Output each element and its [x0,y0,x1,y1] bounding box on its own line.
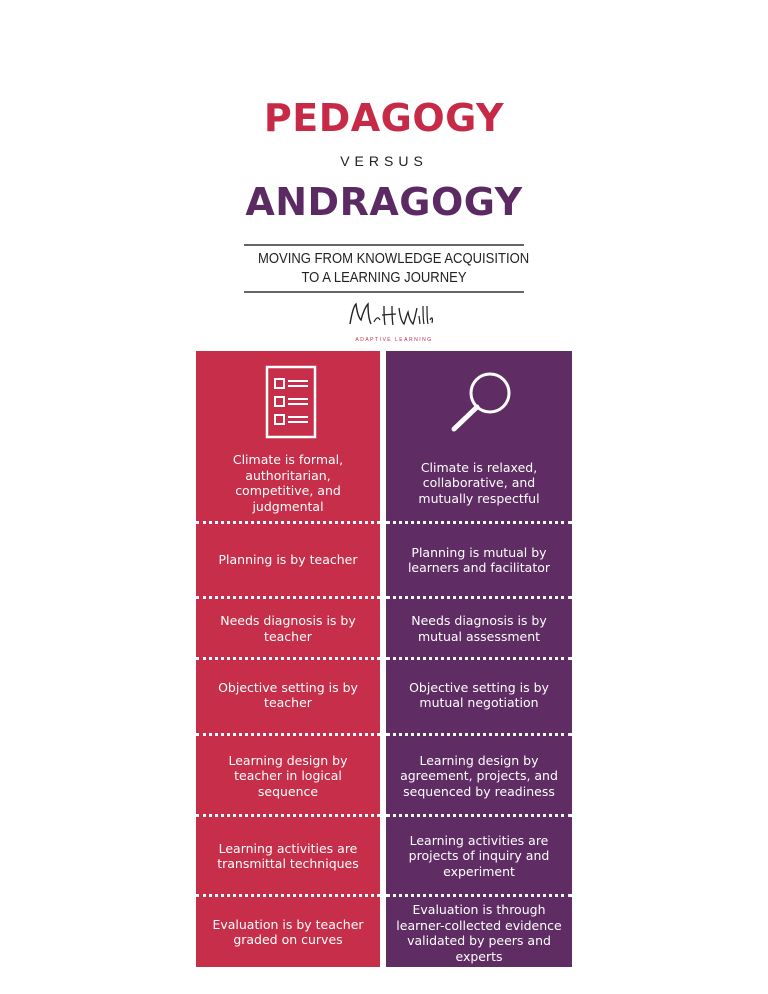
andragogy-learning-design: Learning design by agreement, projects, and sequenced by readiness [400,752,558,799]
row-divider [196,733,380,736]
andragogy-planning: Planning is mutual by learners and facilitator [407,544,551,575]
signature-graphic [344,298,434,332]
pedagogy-needs-diagnosis: Needs diagnosis is by teacher [220,613,356,644]
row-divider [196,894,380,897]
subtitle [258,250,530,288]
andragogy-climate: Climate is relaxed, collaborative, and mutually respectful [418,459,540,506]
row-divider [386,596,572,599]
row-divider [196,657,380,660]
row-divider [196,596,380,599]
row-divider [386,733,572,736]
subtitle-line-1: MOVING FROM KNOWLEDGE ACQUISITION [258,251,530,267]
andragogy-needs-diagnosis: Needs diagnosis is by mutual assessment [411,613,547,644]
versus-label: VERSUS [340,153,428,169]
pedagogy-evaluation: Evaluation is by teacher graded on curves [212,916,364,947]
pedagogy-learning-activities: Learning activities are transmittal techniques [217,840,359,871]
row-divider [196,814,380,817]
title-andragogy: ANDRAGOGY [245,180,523,224]
andragogy-objective-setting: Objective setting is by mutual negotiation [409,679,549,710]
pedagogy-learning-design: Learning design by teacher in logical sequence [228,752,348,799]
andragogy-column [386,351,572,967]
pedagogy-objective-setting: Objective setting is by teacher [218,679,358,710]
pedagogy-climate: Climate is formal, authoritarian, competitive, and judgmental [232,452,344,514]
row-divider [386,521,572,524]
subtitle-rule-top [244,244,524,246]
pedagogy-planning: Planning is by teacher [218,552,358,568]
subtitle-line-2: TO A LEARNING JOURNEY [301,270,467,286]
row-divider [386,657,572,660]
pedagogy-column [196,351,380,967]
row-divider [196,521,380,524]
signature-subtitle: ADAPTIVE LEARNING [355,337,433,343]
magnifier-icon [386,365,572,440]
signature-logo [344,298,434,332]
subtitle-rule-bottom [244,291,524,293]
row-divider [386,894,572,897]
andragogy-evaluation: Evaluation is through learner-collected evidence validated by peers and experts [396,902,562,964]
row-divider [386,814,572,817]
title-pedagogy: PEDAGOGY [263,96,505,140]
andragogy-learning-activities: Learning activities are projects of inquiry and experiment [408,832,550,879]
checklist-icon [196,365,380,440]
